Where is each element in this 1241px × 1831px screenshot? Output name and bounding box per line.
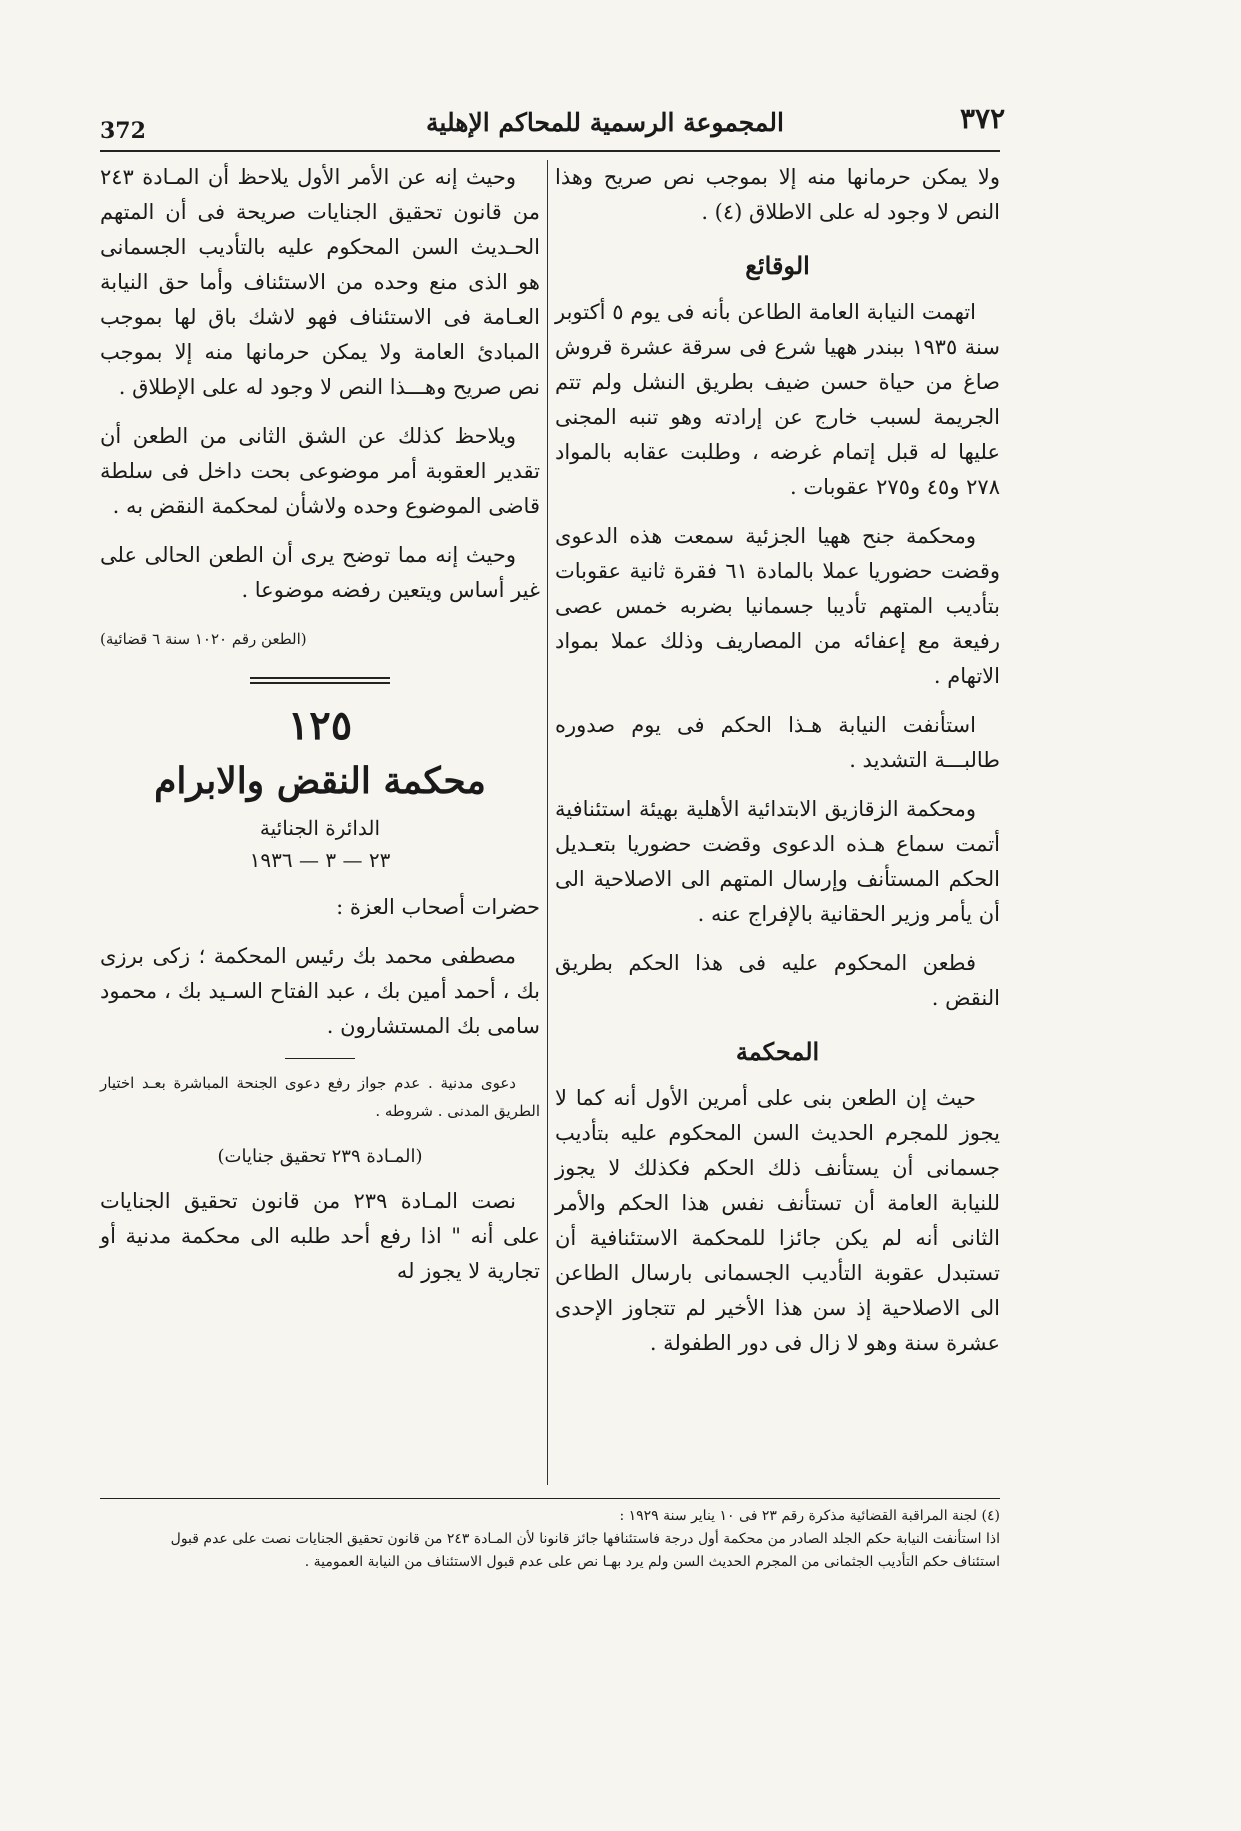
left-column xyxy=(100,160,540,1303)
appeal-citation: (الطعن رقم ١٠٢٠ سنة ٦ قضائية) xyxy=(100,630,307,648)
facts-paragraph-5: فطعن المحكوم عليه فى هذا الحكم بطريق النقض . xyxy=(555,951,1000,1010)
reasoning-paragraph-2: ويلاحظ كذلك عن الشق الثانى من الطعن أن تقدير العقوبة أمر موضوعى بحت داخل فى سلطة قاضى الموضوع وحده ولاشأن لمحكمة النقض به . xyxy=(100,424,540,518)
facts-paragraph-4: ومحكمة الزقازيق الابتدائية الأهلية بهيئة استئنافية أتمت سماع هـذه الدعوى وقضت حضوريا بتعـديل الحكم المستأنف وإرسال المتهم الى الاصلاحية الى أن يأمر وزير الحقانية بالإفراج عنه . xyxy=(555,797,1000,926)
page-number-arabic: ٣٧٢ xyxy=(960,102,1006,135)
intro-paragraph: ولا يمكن حرمانها منه إلا بموجب نص صريح وهذا النص لا وجود له على الاطلاق (٤) . xyxy=(555,165,1000,224)
article-reference: (المـادة ٢٣٩ تحقيق جنايات) xyxy=(217,1146,423,1167)
footnotes xyxy=(100,1505,1000,1574)
judgment-date: ٢٣ — ٣ — ١٩٣٦ xyxy=(249,848,391,872)
header-rule xyxy=(100,150,1000,152)
facts-paragraph-3: استأنفت النيابة هـذا الحكم فى يوم صدوره طالبـــة التشديد . xyxy=(555,713,1000,772)
facts-paragraph-2: ومحكمة جنح ههيا الجزئية سمعت هذه الدعوى وقضت حضوريا عملا بالمادة ٦١ فقرة ثانية عقوبات بتأديب المتهم تأديبا جسمانيا بضربه خمس عصى رفيعة مع إعفائه من المصاريف وذلك عملا بمواد الاتهام . xyxy=(555,524,1000,688)
court-paragraph: حيث إن الطعن بنى على أمرين الأول أنه كما لا يجوز للمجرم الحديث السن المحكوم عليه بتأديب جسمانى أن يستأنف ذلك الحكم فكذلك لا يجوز للنيابة العامة أن تستأنف نفس هذا الحكم والأمر الثانى أنه لم يكن جائزا للمحكمة الاستئنافية أن تستبدل عقوبة التأديب الجسمانى بارسال الطاعن الى الاصلاحية إذ سن هذا الأخير لم تتجاوز الإحدى عشرة سنة وهو لا زال فى دور الطفولة . xyxy=(555,1086,1000,1355)
short-divider xyxy=(285,1058,355,1059)
section-divider xyxy=(250,677,390,684)
case-number: ١٢٥ xyxy=(287,702,353,749)
facts-paragraph-1: اتهمت النيابة العامة الطاعن بأنه فى يوم ٥ أكتوبر سنة ١٩٣٥ ببندر ههيا شرع فى سرقة عشرة قروش صاغ من حياة حسن ضيف بطريق النشل ولم تتم الجريمة لسبب خارج عن إرادته وهو تنبه المجنى عليها له قبل إتمام غرضه ، وطلبت عقابه بالمواد ٢٧٨ و٤٥ و٢٧٥ عقوبات . xyxy=(555,300,1000,499)
footnote-rule xyxy=(100,1498,1000,1499)
footnote-line-3: استئناف حكم التأديب الجثمانى من المجرم الحديث السن ولم يرد بهـا نص على عدم قبول الاستئناف من النيابة العمومية . xyxy=(304,1554,1000,1570)
present-heading: حضرات أصحاب العزة : xyxy=(336,895,540,919)
chamber-name: الدائرة الجنائية xyxy=(259,816,381,840)
reasoning-paragraph-1: وحيث إنه عن الأمر الأول يلاحظ أن المـادة ٢٤٣ من قانون تحقيق الجنايات صريحة فى أن المتهم الحـديث السن المحكوم عليه بالتأديب الجسمانى هو الذى منع وحده من الاستئناف وأما حق النيابة العـامة فى الاستئناف فهو لاشك باق لها بموجب المبادئ العامة ولا يمكن حرمانها منه إلا بموجب نص صريح وهـــذا النص لا وجود له على الإطلاق . xyxy=(100,165,540,399)
court-name: محكمة النقض والابرام xyxy=(154,760,486,802)
court-heading: المحكمة xyxy=(735,1037,820,1066)
footnote-line-2: اذا استأنفت النيابة حكم الجلد الصادر من محكمة أول درجة فاستئنافها جائز قانونا لأن المـادة ٢٤٣ من قانون تحقيق الجنايات نصت على عدم قبول xyxy=(170,1531,1000,1547)
footnote-line-1: (٤) لجنة المراقبة القضائية مذكرة رقم ٢٣ فى ١٠ يناير سنة ١٩٢٩ : xyxy=(619,1508,1000,1524)
running-title: المجموعة الرسمية للمحاكم الإهلية xyxy=(426,108,784,137)
judges-list: مصطفى محمد بك رئيس المحكمة ؛ زكى برزى بك ، أحمد أمين بك ، عبد الفتاح السـيد بك ، محمود سامى بك المستشارون . xyxy=(100,944,540,1038)
facts-heading: الوقائع xyxy=(745,251,810,280)
right-column xyxy=(555,160,1000,1375)
reasoning-paragraph-3: وحيث إنه مما توضح يرى أن الطعن الحالى على غير أساس ويتعين رفضه موضوعا . xyxy=(100,543,540,602)
page-number-latin: 372 xyxy=(100,118,146,144)
column-divider xyxy=(547,160,548,1485)
closing-paragraph: نصت المـادة ٢٣٩ من قانون تحقيق الجنايات على أنه " اذا رفع أحد طلبه الى محكمة مدنية أو تجارية لا يجوز له xyxy=(100,1189,540,1283)
case-abstract: دعوى مدنية . عدم جواز رفع دعوى الجنحة المباشرة بعـد اختيار الطريق المدنى . شروطه . xyxy=(100,1074,540,1120)
